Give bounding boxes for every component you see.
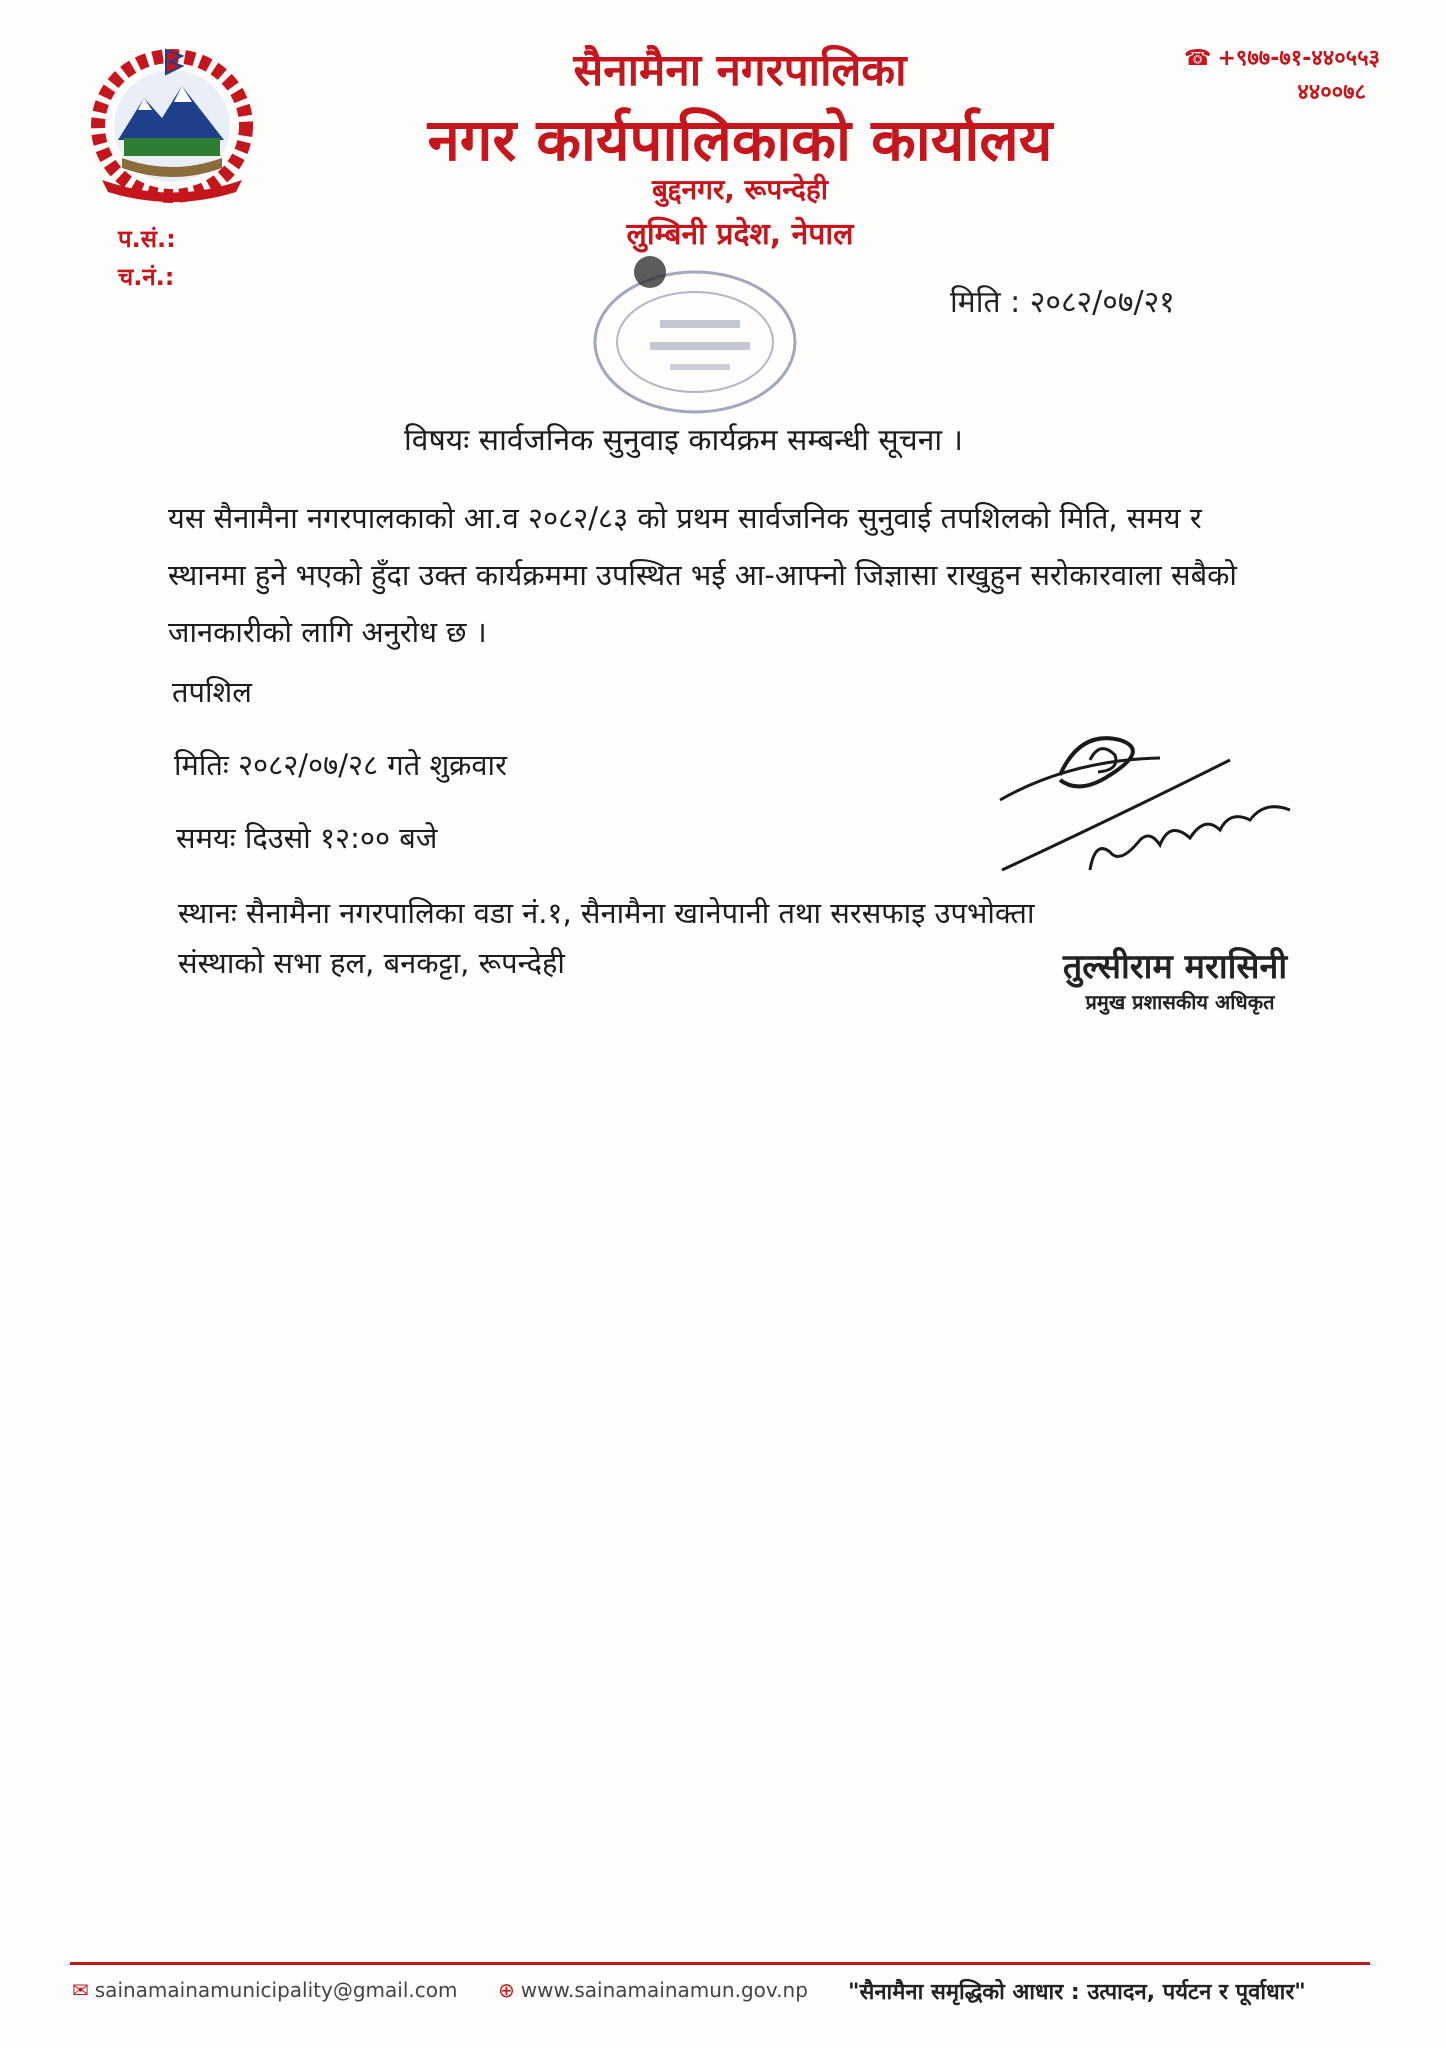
schedule-date: मितिः २०८२/०७/२८ गते शुक्रवार	[174, 748, 507, 782]
schedule-heading: तपशिल	[172, 675, 252, 709]
footer-slogan: "सैनामैना समृद्धिको आधार : उत्पादन, पर्यटन र पूर्वाधार"	[848, 1980, 1306, 2005]
phone-number-2: ४४००७८	[1297, 80, 1366, 105]
signatory-title: प्रमुख प्रशासकीय अधिकृत	[1085, 990, 1275, 1014]
office-stamp	[580, 250, 810, 420]
footer-website[interactable]	[498, 1978, 808, 2002]
nepal-emblem-icon	[82, 40, 262, 208]
handwritten-signature	[990, 720, 1330, 890]
footer-website-text[interactable]: www.sainamainamun.gov.np	[520, 1978, 808, 2002]
schedule-time: समयः दिउसो १२:०० बजे	[176, 821, 438, 855]
phone-number	[1150, 42, 1380, 72]
office-name: नगर कार्यपालिकाको कार्यालय	[427, 106, 1053, 174]
body-paragraph: यस सैनामैना नगरपालकाको आ.व २०८२/८३ को प्रथम सार्वजनिक सुनुवाई तपशिलको मिति, समय र स्थानमा हुने भएको हुँदा उक्त कार्यक्रममा उपस्थित भई आ-आफ्नो जिज्ञासा राखुहुन सरोकारवाला सबैको जानकारीको लागि अनुरोध छ ।	[168, 501, 1237, 649]
address-line-2: लुम्बिनी प्रदेश, नेपाल	[626, 217, 854, 252]
globe-icon: ⊕	[498, 1978, 515, 2002]
footer-email-text[interactable]: sainamainamunicipality@gmail.com	[94, 1978, 458, 2002]
schedule-place: स्थानः सैनामैना नगरपालिका वडा नं.१, सैनामैना खानेपानी तथा सरसफाइ उपभोक्ता संस्थाको सभा हल, बनकट्टा, रूपन्देही	[178, 896, 1035, 980]
mail-icon: ✉	[72, 1978, 89, 2002]
phone-number-text: +९७७-७१-४४०५५३	[1217, 46, 1380, 71]
dispatch-number-label: च.नं.:	[118, 263, 175, 291]
footer-email[interactable]	[72, 1978, 457, 2002]
reference-number-label: प.सं.:	[118, 225, 176, 253]
letter-date: मिति : २०८२/०७/२१	[950, 285, 1175, 320]
address-line-1: बुद्दनगर, रूपन्देही	[652, 173, 828, 206]
organization-name: सैनामैना नगरपालिका	[573, 45, 907, 96]
phone-icon: ☎	[1184, 46, 1212, 71]
footer-divider	[70, 1962, 1370, 1965]
subject-line: विषयः सार्वजनिक सुनुवाइ कार्यक्रम सम्बन्धी सूचना ।	[404, 423, 964, 458]
signatory-name: तुल्सीराम मरासिनी	[1062, 947, 1288, 987]
